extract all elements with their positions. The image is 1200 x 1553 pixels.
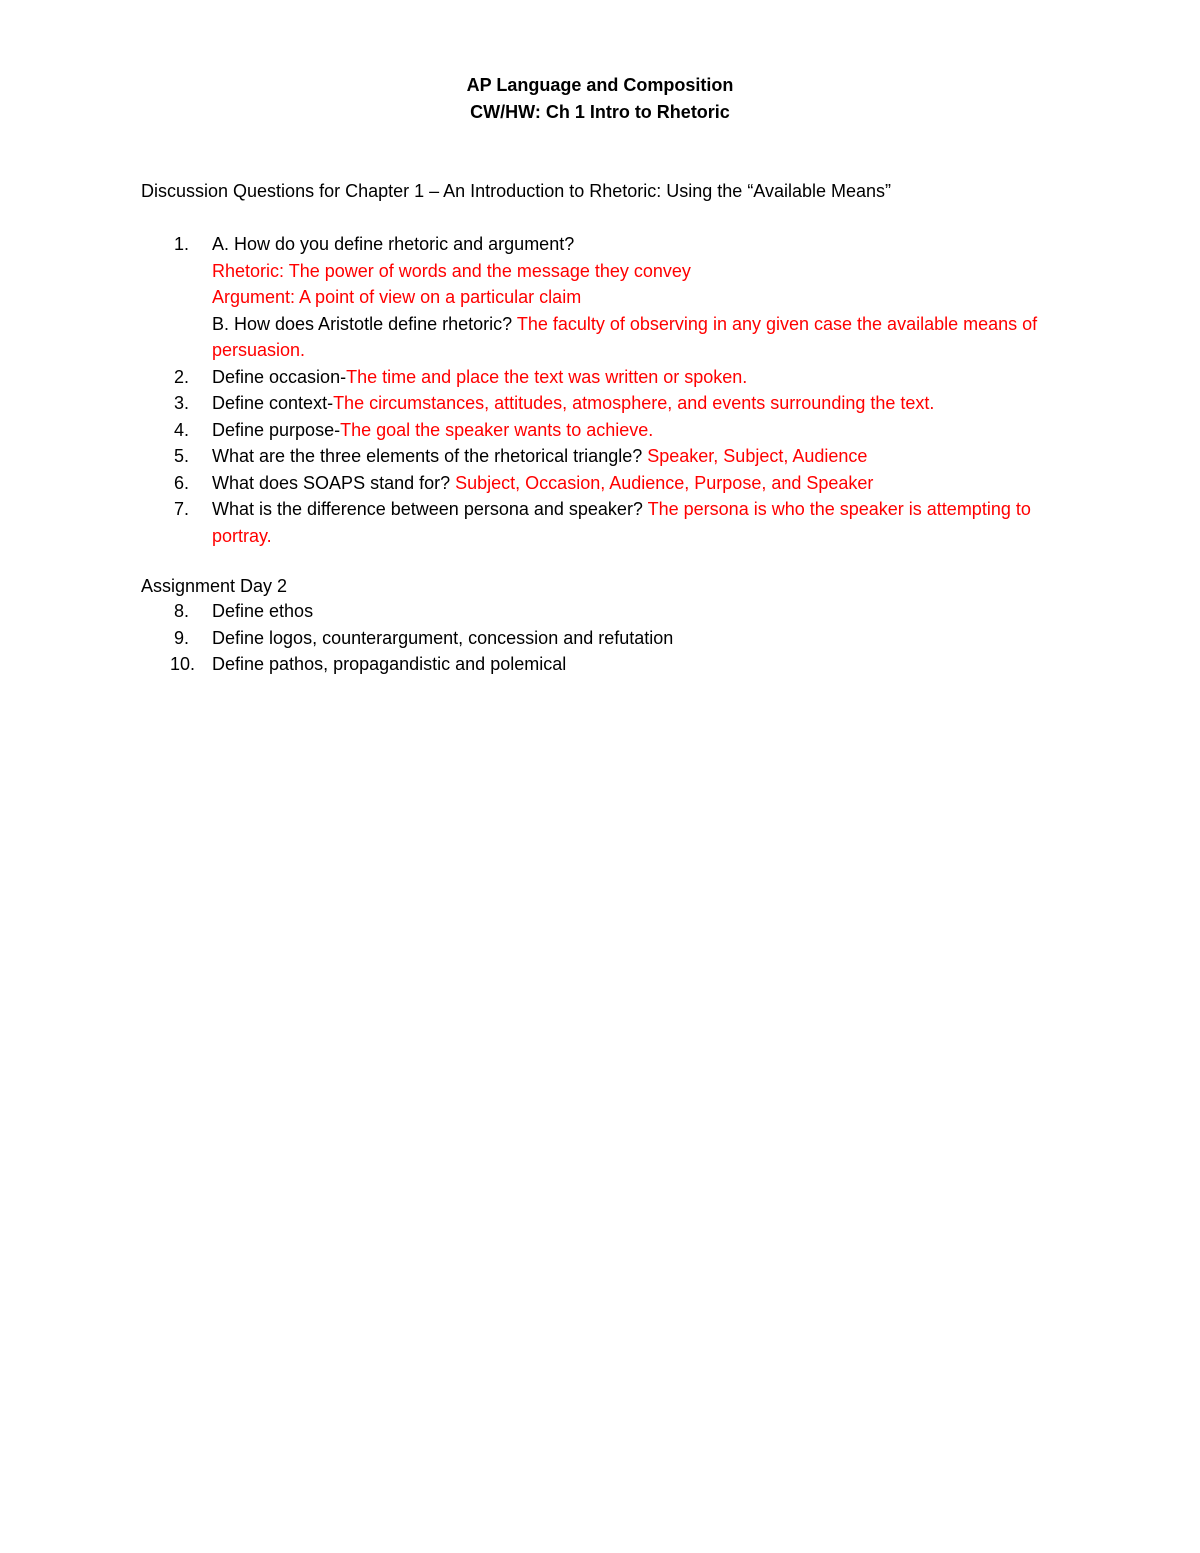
assignment-number: 9. xyxy=(174,627,190,648)
question-item-4 xyxy=(141,417,1061,444)
document-subtitle: CW/HW: Ch 1 Intro to Rhetoric xyxy=(470,102,730,122)
assignment-text: Define ethos xyxy=(212,601,314,621)
question-text: Define occasion- xyxy=(212,366,347,387)
answer-text-1a-argument: Argument: A point of view on a particular claim xyxy=(212,287,582,307)
answer-text: The persona is who the speaker is attempting to portray. xyxy=(212,499,1031,546)
assignment-item-8 xyxy=(141,598,1061,625)
question-text: Define context- xyxy=(212,393,334,413)
assignment-text: Define logos, counterargument, concession and refutation xyxy=(212,627,674,648)
answer-text: The goal the speaker wants to achieve. xyxy=(340,419,654,440)
answer-text: The time and place the text was written or spoken. xyxy=(346,366,748,387)
question-1b xyxy=(212,311,1061,364)
question-item-5 xyxy=(141,443,1061,470)
answer-text: Speaker, Subject, Audience xyxy=(647,446,868,466)
question-item-2 xyxy=(141,364,1061,391)
assignment-list xyxy=(141,598,1061,678)
question-text-1a: A. How do you define rhetoric and argument? xyxy=(212,234,575,254)
question-item-7 xyxy=(141,496,1061,549)
answer-text: The circumstances, attitudes, atmosphere, and events surrounding the text. xyxy=(333,393,935,413)
discussion-questions-list xyxy=(141,231,1061,549)
question-number: 4. xyxy=(174,419,190,440)
assignment-item-9 xyxy=(141,625,1061,652)
question-item-6 xyxy=(141,470,1061,497)
document-header xyxy=(0,72,1200,126)
answer-text-1a-rhetoric: Rhetoric: The power of words and the message they convey xyxy=(212,260,691,281)
question-text-1b: B. How does Aristotle define rhetoric? xyxy=(212,313,513,334)
assignment-item-10 xyxy=(141,651,1061,678)
question-number: 7. xyxy=(174,499,190,519)
question-number: 2. xyxy=(174,366,190,387)
assignment-number: 10. xyxy=(170,654,196,674)
question-item-3 xyxy=(141,390,1061,417)
question-text: What is the difference between persona and speaker? xyxy=(212,499,643,519)
answer-text: Subject, Occasion, Audience, Purpose, and Speaker xyxy=(455,472,874,493)
answer-text-1b: The faculty of observing in any given case the available means of persuasion. xyxy=(212,313,1038,360)
assignment-text: Define pathos, propagandistic and polemical xyxy=(212,654,567,674)
assignment-heading: Assignment Day 2 xyxy=(141,576,288,596)
assignment-number: 8. xyxy=(174,601,190,621)
question-item-1 xyxy=(141,231,1061,364)
question-text: What are the three elements of the rhetorical triangle? xyxy=(212,446,643,466)
intro-line: Discussion Questions for Chapter 1 – An Introduction to Rhetoric: Using the “Available Means” xyxy=(141,181,892,201)
question-text: What does SOAPS stand for? xyxy=(212,472,451,493)
question-text: Define purpose- xyxy=(212,419,341,440)
document-title: AP Language and Composition xyxy=(466,75,734,95)
question-number: 5. xyxy=(174,446,190,466)
question-number: 6. xyxy=(174,472,190,493)
question-number: 1. xyxy=(174,234,190,254)
question-number: 3. xyxy=(174,393,190,413)
